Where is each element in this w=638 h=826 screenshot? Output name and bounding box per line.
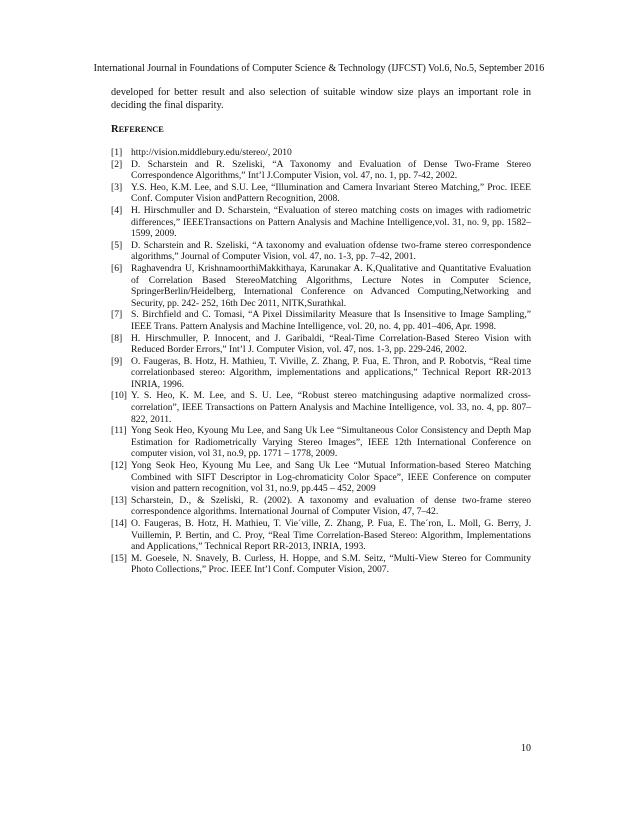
section-heading-reference	[111, 124, 164, 135]
reference-item	[111, 460, 531, 495]
reference-item	[111, 390, 531, 425]
reference-text: D. Scharstein and R. Szeliski, “A taxonomy and evaluation ofdense two-frame stereo correspondence algorithms,” Journal of Computer Vision, vol. 47, no. 1-3, pp. 7–42, 2001.	[131, 239, 531, 263]
page-number: 10	[521, 743, 531, 754]
reference-number: [9]	[111, 355, 123, 367]
reference-text: Y.S. Heo, K.M. Lee, and S.U. Lee, “Illumination and Camera Invariant Stereo Matching,” Proc. IEEE Conf. Computer Vision andPattern Recognition, 2008.	[131, 181, 531, 205]
reference-text: O. Faugeras, B. Hotz, H. Mathieu, T. Viville, Z. Zhang, P. Fua, E. Thron, and P. Robotvis, “Real time correlationbased stereo: Algorithm, implementations and applications,” Technical Report RR-2013 INRIA, 1996.	[131, 355, 531, 390]
reference-item	[111, 182, 531, 205]
intro-paragraph: developed for better result and also selection of suitable window size plays an important role in deciding the final disparity.	[111, 87, 531, 112]
reference-number: [4]	[111, 204, 123, 216]
reference-number: [5]	[111, 239, 123, 251]
reference-item	[111, 425, 531, 460]
reference-item	[111, 309, 531, 332]
reference-number: [8]	[111, 332, 123, 344]
reference-text: Y. S. Heo, K. M. Lee, and S. U. Lee, “Robust stereo matchingusing adaptive normalized cross-correlation”, IEEE Transactions on Pattern Analysis and Machine Intelligence, vol. 33, no. 4, pp. 807–822, 2011.	[131, 390, 531, 425]
reference-number: [10]	[111, 390, 127, 402]
reference-item	[111, 553, 531, 576]
reference-text: Scharstein, D., & Szeliski, R. (2002). A taxonomy and evaluation of dense two-frame stereo correspondence algorithms. International Journal of Computer Vision, 47, 7–42.	[131, 494, 531, 518]
reference-number: [12]	[111, 460, 127, 472]
heading-initial: R	[111, 124, 119, 135]
reference-item	[111, 518, 531, 553]
reference-number: [6]	[111, 262, 123, 274]
reference-number: [13]	[111, 494, 127, 506]
heading-rest: EFERENCE	[118, 125, 164, 134]
reference-text: Raghavendra U, KrishnamoorthiMakkithaya, Karunakar A. K,Qualitative and Quantitative Evaluation of Correlation Based StereoMatching Algorithms, Lecture Notes in Computer Science, SpringerBerlin/Heidelberg, International Conference on Advanced Computing,Networking and Security, pp. 242- 252, 16th Dec 2011, NITK,Surathkal.	[131, 262, 531, 309]
reference-text: D. Scharstein and R. Szeliski, “A Taxonomy and Evaluation of Dense Two-Frame Stereo Correspondence Algorithms,” Int’l J.Computer Vision, vol. 47, no. 1, pp. 7-42, 2002.	[131, 158, 531, 182]
reference-text: H. Hirschmuller, P. Innocent, and J. Garibaldi, “Real-Time Correlation-Based Stereo Vision with Reduced Border Errors,” Int’l J. Computer Vision, vol. 47, nos. 1-3, pp. 229-246, 2002.	[131, 332, 531, 356]
reference-item	[111, 159, 531, 182]
reference-number: [2]	[111, 158, 123, 170]
reference-number: [7]	[111, 309, 123, 321]
reference-item	[111, 205, 531, 240]
reference-text: H. Hirschmuller and D. Scharstein, “Evaluation of stereo matching costs on images with radiometric differences,” IEEETransactions on Pattern Analysis and Machine Intelligence,vol. 31, no. 9, pp. 1582–1599, 2009.	[131, 204, 531, 240]
reference-number: [14]	[111, 518, 127, 529]
reference-item	[111, 356, 531, 391]
reference-number: [1]	[111, 147, 123, 158]
reference-text: Yong Seok Heo, Kyoung Mu Lee, and Sang Uk Lee “Simultaneous Color Consistency and Depth Map Estimation for Radiometrically Varying Stereo Images”, IEEE 12th International Conference on computer vision, vol 31, no.9, pp. 1771 – 1778, 2009.	[131, 425, 531, 460]
reference-list	[111, 147, 531, 576]
reference-item	[111, 495, 531, 518]
reference-text: O. Faugeras, B. Hotz, H. Mathieu, T. Vie´ville, Z. Zhang, P. Fua, E. The´ron, L. Moll, G. Berry, J. Vuillemin, P. Bertin, and C. Proy, “Real Time Correlation-Based Stereo: Algorithm, Implementations and Applications,” Technical Report RR-2013, INRIA, 1993.	[131, 518, 531, 553]
reference-text: S. Birchfield and C. Tomasi, “A Pixel Dissimilarity Measure that Is Insensitive to Image Sampling,” IEEE Trans. Pattern Analysis and Machine Intelligence, vol. 20, no. 4, pp. 401–406, Apr. 1998.	[131, 309, 531, 332]
reference-text: Yong Seok Heo, Kyoung Mu Lee, and Sang Uk Lee “Mutual Information-based Stereo Matching Combined with SIFT Descriptor in Log-chromaticity Color Space”, IEEE Conference on computer vision and pattern recognition, vol 31, no.9, pp.445 – 452, 2009	[131, 460, 531, 495]
reference-number: [11]	[111, 425, 127, 437]
reference-item	[111, 147, 531, 159]
reference-number: [3]	[111, 181, 123, 193]
reference-item	[111, 263, 531, 309]
reference-item	[111, 240, 531, 263]
reference-number: [15]	[111, 552, 127, 564]
reference-item	[111, 333, 531, 356]
running-header: International Journal in Foundations of Computer Science & Technology (IJFCST) Vol.6, No.5, September 2016	[93, 63, 545, 74]
reference-text: http://vision.middlebury.edu/stereo/, 2010	[131, 147, 292, 158]
reference-text: M. Goesele, N. Snavely, B. Curless, H. Hoppe, and S.M. Seitz, “Multi-View Stereo for Community Photo Collections,” Proc. IEEE Int’l Conf. Computer Vision, 2007.	[131, 552, 531, 576]
